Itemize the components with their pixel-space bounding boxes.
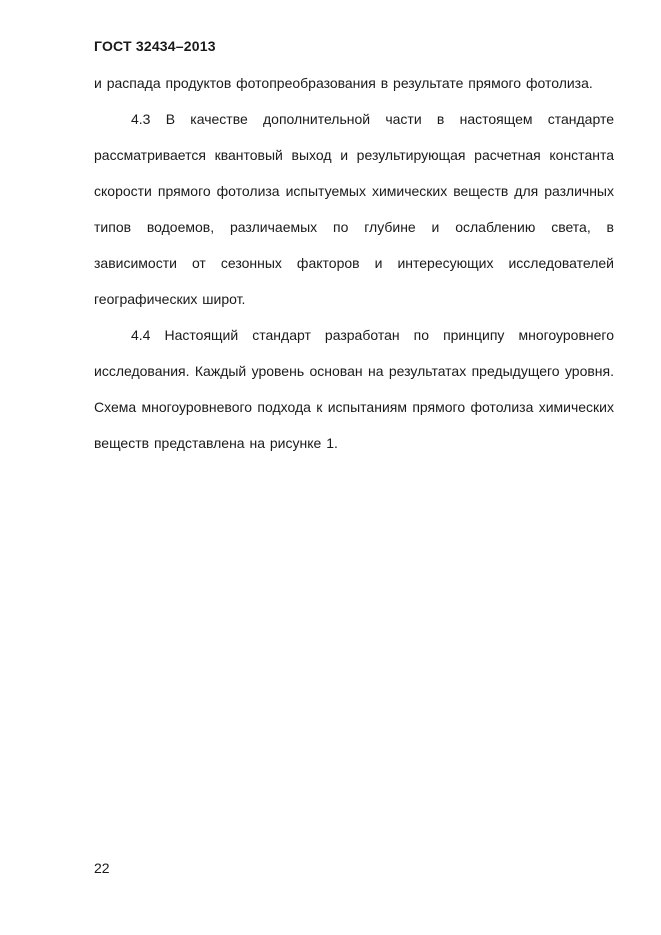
document-header: ГОСТ 32434–2013 bbox=[94, 38, 216, 54]
paragraph-4-4: 4.4 Настоящий стандарт разработан по принципу многоуровнего исследования. Каждый уровень основан на результатах предыдущего уровня. Схема многоуровневого подхода к испытаниям прямого фотолиза химических веществ представлена на рисунке 1. bbox=[94, 327, 614, 451]
page-number: 22 bbox=[94, 860, 110, 876]
document-body bbox=[94, 65, 614, 461]
paragraph-continuation: и распада продуктов фотопреобразования в результате прямого фотолиза. bbox=[94, 75, 593, 91]
paragraph-4-3: 4.3 В качестве дополнительной части в настоящем стандарте рассматривается квантовый выход и результирующая расчетная константа скорости прямого фотолиза испытуемых химических веществ для различных типов водоемов, различаемых по глубине и ослаблению света, в зависимости от сезонных факторов и интересующих исследователей географических широт. bbox=[94, 111, 614, 307]
